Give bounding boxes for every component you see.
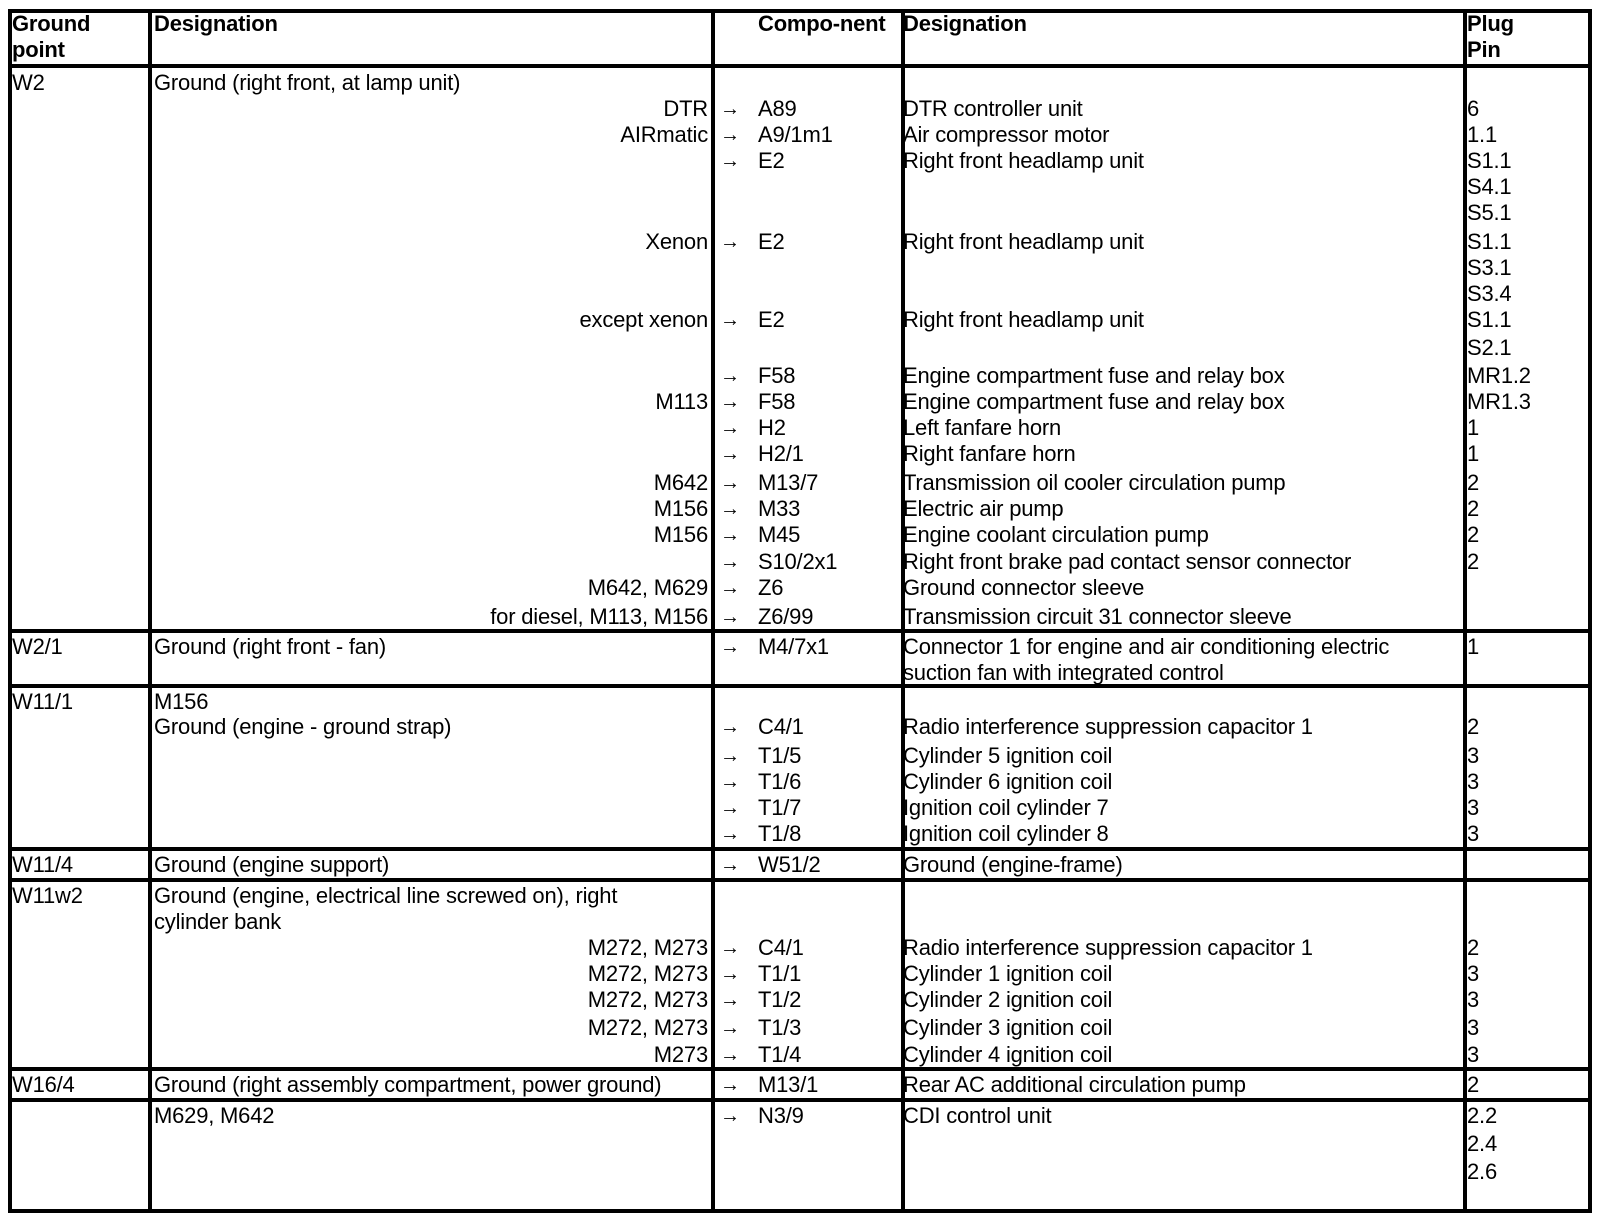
row-condition: M642 [653, 470, 708, 495]
arrow-icon: → [720, 309, 740, 331]
component-designation: CDI control unit [903, 1103, 1052, 1128]
arrow-icon: → [720, 937, 740, 959]
col-border [711, 9, 715, 1213]
component-designation: Cylinder 5 ignition coil [903, 743, 1113, 768]
plug-pin: 1 [1467, 415, 1480, 440]
component-code: T1/3 [758, 1015, 802, 1040]
group-title: Ground (right front - fan) [154, 634, 387, 659]
plug-pin: 1 [1467, 634, 1480, 659]
row-condition: M156 [653, 496, 708, 521]
plug-pin: 2 [1467, 935, 1480, 960]
arrow-icon: → [720, 636, 740, 658]
component-designation: Cylinder 6 ignition coil [903, 769, 1113, 794]
component-code: E2 [758, 307, 785, 332]
component-code: E2 [758, 148, 785, 173]
plug-pin: S3.1 [1467, 255, 1512, 280]
plug-pin: 3 [1467, 1042, 1480, 1067]
component-code: M13/7 [758, 470, 819, 495]
ground-point-id: W11w2 [12, 883, 83, 908]
col-border [148, 9, 152, 1213]
arrow-icon: → [720, 797, 740, 819]
component-designation: Connector 1 for engine and air conditioning electric [903, 634, 1390, 659]
header-designation: Designation [154, 11, 278, 36]
arrow-icon: → [720, 498, 740, 520]
component-designation: Engine compartment fuse and relay box [903, 389, 1285, 414]
component-code: C4/1 [758, 714, 804, 739]
header-plug-pin: Plug Pin [1467, 11, 1514, 62]
plug-pin: 3 [1467, 1015, 1480, 1040]
ground-point-id: W11/4 [12, 852, 73, 877]
plug-pin: 3 [1467, 769, 1480, 794]
component-designation: DTR controller unit [903, 96, 1083, 121]
plug-pin: 2.2 [1467, 1103, 1497, 1128]
plug-pin: 3 [1467, 987, 1480, 1012]
component-code: T1/6 [758, 769, 802, 794]
arrow-icon: → [720, 231, 740, 253]
ground-point-id: W16/4 [12, 1072, 75, 1097]
component-designation: Cylinder 3 ignition coil [903, 1015, 1113, 1040]
component-designation: Ignition coil cylinder 8 [903, 821, 1109, 846]
arrow-icon: → [720, 98, 740, 120]
arrow-icon: → [720, 606, 740, 628]
component-designation: Ignition coil cylinder 7 [903, 795, 1109, 820]
plug-pin: 2.6 [1467, 1159, 1497, 1184]
component-designation: Transmission circuit 31 connector sleeve [903, 604, 1292, 629]
component-code: M13/1 [758, 1072, 819, 1097]
group-title: Ground (engine - ground strap) [154, 714, 452, 739]
header-component: Compo-nent [758, 11, 886, 36]
component-code: Z6/99 [758, 604, 814, 629]
plug-pin: MR1.2 [1467, 363, 1531, 388]
arrow-icon: → [720, 365, 740, 387]
component-code: H2 [758, 415, 786, 440]
component-designation: Ground connector sleeve [903, 575, 1145, 600]
component-code: S10/2x1 [758, 549, 838, 574]
group-title: M629, M642 [154, 1103, 275, 1128]
row-condition: M642, M629 [587, 575, 708, 600]
row-condition: M272, M273 [587, 935, 708, 960]
group-title: Ground (right assembly compartment, power ground) [154, 1072, 662, 1097]
header-divider [8, 64, 1592, 68]
component-code: M45 [758, 522, 801, 547]
row-condition: M273 [653, 1042, 708, 1067]
plug-pin: S4.1 [1467, 174, 1512, 199]
row-condition: M272, M273 [587, 961, 708, 986]
row-condition: M272, M273 [587, 987, 708, 1012]
plug-pin: 2 [1467, 522, 1480, 547]
plug-pin: 2 [1467, 496, 1480, 521]
component-code: M4/7x1 [758, 634, 829, 659]
row-condition: M156 [653, 522, 708, 547]
plug-pin: 3 [1467, 795, 1480, 820]
component-code: W51/2 [758, 852, 821, 877]
component-code: A9/1m1 [758, 122, 833, 147]
component-designation: Right front brake pad contact sensor connector [903, 549, 1352, 574]
header-designation-2: Designation [903, 11, 1027, 36]
plug-pin: S5.1 [1467, 200, 1512, 225]
component-code: Z6 [758, 575, 784, 600]
group-title: Ground (right front, at lamp unit) [154, 70, 461, 95]
component-designation: Engine coolant circulation pump [903, 522, 1209, 547]
component-code: E2 [758, 229, 785, 254]
component-designation: Right front headlamp unit [903, 307, 1144, 332]
arrow-icon: → [720, 124, 740, 146]
component-designation: Transmission oil cooler circulation pump [903, 470, 1286, 495]
plug-pin: 1.1 [1467, 122, 1497, 147]
component-designation: Radio interference suppression capacitor 1 [903, 714, 1313, 739]
plug-pin: 2 [1467, 1072, 1480, 1097]
ground-point-id: W2 [12, 70, 45, 95]
group-title: cylinder bank [154, 909, 282, 934]
plug-pin: 3 [1467, 821, 1480, 846]
plug-pin: 1 [1467, 441, 1480, 466]
arrow-icon: → [720, 391, 740, 413]
component-code: T1/7 [758, 795, 802, 820]
row-condition: DTR [663, 96, 708, 121]
component-code: T1/2 [758, 987, 802, 1012]
group-divider [8, 684, 1592, 688]
row-condition: Xenon [645, 229, 708, 254]
component-code: H2/1 [758, 441, 804, 466]
component-designation: Ground (engine-frame) [903, 852, 1123, 877]
component-code: T1/1 [758, 961, 802, 986]
arrow-icon: → [720, 577, 740, 599]
group-title: Ground (engine, electrical line screwed on), right [154, 883, 618, 908]
plug-pin: 2 [1467, 470, 1480, 495]
plug-pin: 6 [1467, 96, 1480, 121]
component-designation: Right front headlamp unit [903, 229, 1144, 254]
component-code: C4/1 [758, 935, 804, 960]
component-designation: Rear AC additional circulation pump [903, 1072, 1246, 1097]
component-designation: Cylinder 4 ignition coil [903, 1042, 1113, 1067]
plug-pin: 2 [1467, 714, 1480, 739]
component-code: T1/5 [758, 743, 802, 768]
component-designation: Air compressor motor [903, 122, 1110, 147]
table-border-bottom [8, 1209, 1592, 1213]
col-border [8, 9, 12, 1213]
plug-pin: S1.1 [1467, 148, 1512, 173]
ground-point-id: W2/1 [12, 634, 63, 659]
component-designation: Cylinder 1 ignition coil [903, 961, 1113, 986]
arrow-icon: → [720, 472, 740, 494]
component-code: F58 [758, 363, 796, 388]
component-code: M33 [758, 496, 801, 521]
group-condition: M156 [154, 689, 209, 714]
row-condition: except xenon [579, 307, 708, 332]
plug-pin: S1.1 [1467, 307, 1512, 332]
plug-pin: 2.4 [1467, 1131, 1497, 1156]
plug-pin: S1.1 [1467, 229, 1512, 254]
arrow-icon: → [720, 989, 740, 1011]
arrow-icon: → [720, 524, 740, 546]
row-condition: for diesel, M113, M156 [490, 604, 708, 629]
component-designation: suction fan with integrated control [903, 660, 1224, 685]
component-code: T1/4 [758, 1042, 802, 1067]
ground-point-id: W11/1 [12, 689, 73, 714]
component-code: F58 [758, 389, 796, 414]
plug-pin: 3 [1467, 743, 1480, 768]
row-condition: AIRmatic [620, 122, 708, 147]
row-condition: M272, M273 [587, 1015, 708, 1040]
plug-pin: S3.4 [1467, 281, 1512, 306]
arrow-icon: → [720, 1074, 740, 1096]
arrow-icon: → [720, 771, 740, 793]
arrow-icon: → [720, 1017, 740, 1039]
component-designation: Cylinder 2 ignition coil [903, 987, 1113, 1012]
plug-pin: 3 [1467, 961, 1480, 986]
component-code: T1/8 [758, 821, 802, 846]
component-code: N3/9 [758, 1103, 804, 1128]
row-condition: M113 [655, 389, 708, 414]
arrow-icon: → [720, 1044, 740, 1066]
header-ground-point: Ground point [12, 11, 91, 62]
arrow-icon: → [720, 443, 740, 465]
plug-pin: 2 [1467, 549, 1480, 574]
arrow-icon: → [720, 417, 740, 439]
col-border [1588, 9, 1592, 1213]
component-code: A89 [758, 96, 797, 121]
plug-pin: S2.1 [1467, 335, 1512, 360]
component-designation: Engine compartment fuse and relay box [903, 363, 1285, 388]
arrow-icon: → [720, 854, 740, 876]
component-designation: Right front headlamp unit [903, 148, 1144, 173]
arrow-icon: → [720, 745, 740, 767]
plug-pin: MR1.3 [1467, 389, 1531, 414]
group-title: Ground (engine support) [154, 852, 390, 877]
arrow-icon: → [720, 551, 740, 573]
wiring-table [8, 9, 1592, 1213]
arrow-icon: → [720, 823, 740, 845]
arrow-icon: → [720, 963, 740, 985]
component-designation: Right fanfare horn [903, 441, 1076, 466]
arrow-icon: → [720, 1105, 740, 1127]
arrow-icon: → [720, 150, 740, 172]
arrow-icon: → [720, 716, 740, 738]
component-designation: Radio interference suppression capacitor 1 [903, 935, 1313, 960]
component-designation: Left fanfare horn [903, 415, 1062, 440]
component-designation: Electric air pump [903, 496, 1064, 521]
